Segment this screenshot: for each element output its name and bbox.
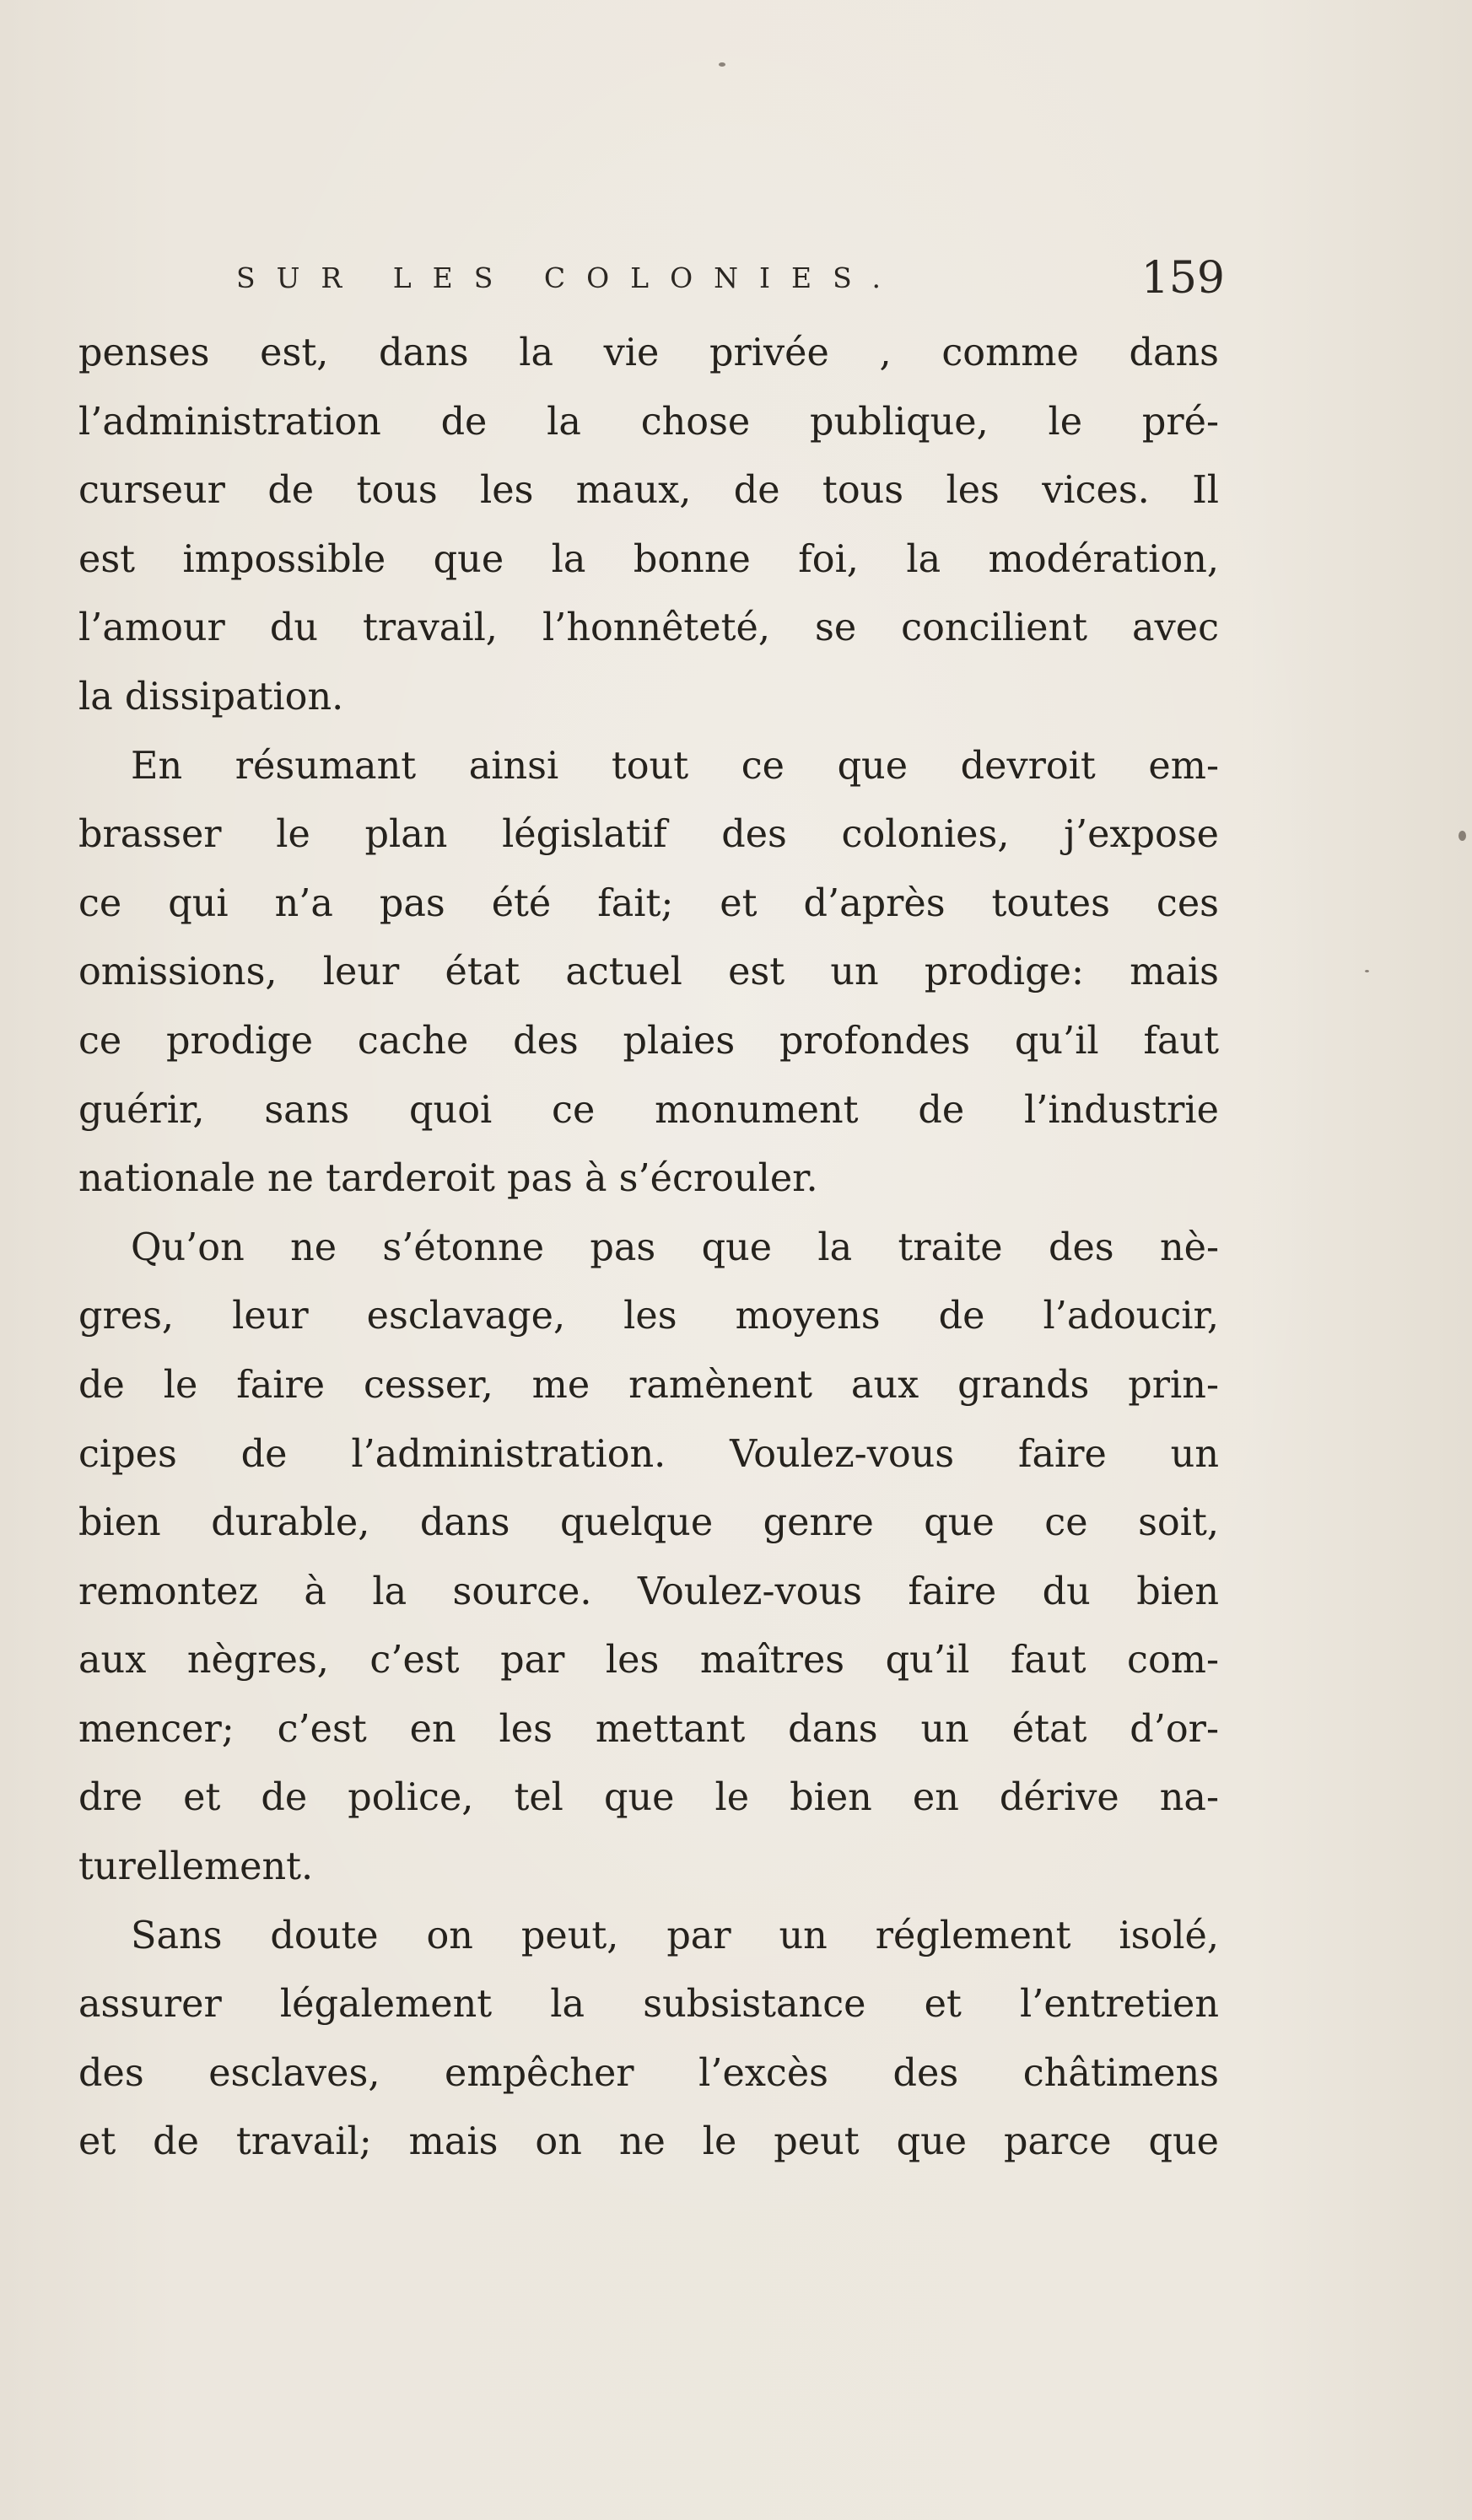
text-line: mencer; c’est en les mettant dans un état d’or- — [78, 1707, 1219, 1751]
text-line: l’amour du travail, l’honnêteté, se concilient avec — [78, 606, 1219, 650]
paragraph — [78, 1214, 1219, 1902]
text-line: curseur de tous les maux, de tous les vices. Il — [78, 469, 1219, 513]
ink-speck — [1459, 831, 1466, 841]
ink-speck — [1365, 970, 1369, 972]
paragraph — [78, 732, 1219, 1214]
text-line: l’administration de la chose publique, le pré- — [78, 400, 1219, 444]
text-line: bien durable, dans quelque genre que ce soit, — [78, 1501, 1219, 1545]
text-line: gres, leur esclavage, les moyens de l’adoucir, — [78, 1295, 1219, 1338]
text-line: est impossible que la bonne foi, la modération, — [78, 537, 1219, 581]
text-line: penses est, dans la vie privée , comme dans — [78, 331, 1219, 374]
text-line: ce qui n’a pas été fait; et d’après toutes ces — [78, 881, 1219, 925]
text-line: cipes de l’administration. Voulez-vous faire un — [78, 1432, 1219, 1476]
page-header — [236, 253, 1225, 304]
text-line: Sans doute on peut, par un réglement isolé, — [131, 1914, 1219, 1957]
paragraph — [78, 319, 1219, 732]
text-line: ce prodige cache des plaies profondes qu’il faut — [78, 1019, 1219, 1063]
text-line: En résumant ainsi tout ce que devroit em- — [131, 744, 1219, 788]
body-text — [78, 319, 1219, 2177]
paragraph — [78, 1902, 1219, 2177]
text-line: et de travail; mais on ne le peut que parce que — [78, 2120, 1219, 2164]
text-line: brasser le plan législatif des colonies, j’expose — [78, 813, 1219, 857]
text-line: Qu’on ne s’étonne pas que la traite des nè- — [131, 1225, 1219, 1269]
text-line: dre et de police, tel que le bien en dérive na- — [78, 1776, 1219, 1820]
text-line: guérir, sans quoi ce monument de l’industrie — [78, 1088, 1219, 1132]
text-line: nationale ne tarderoit pas à s’écrouler. — [78, 1157, 818, 1201]
running-head: SUR LES COLONIES. — [236, 261, 903, 294]
text-line: des esclaves, empêcher l’excès des châtimens — [78, 2051, 1219, 2095]
text-line: aux nègres, c’est par les maîtres qu’il faut com- — [78, 1639, 1219, 1683]
text-line: remontez à la source. Voulez-vous faire du bien — [78, 1570, 1219, 1613]
text-line: turellement. — [78, 1845, 314, 1889]
text-line: omissions, leur état actuel est un prodige: mais — [78, 950, 1219, 994]
page-number: 159 — [1140, 253, 1225, 304]
text-line: la dissipation. — [78, 675, 344, 719]
text-line: assurer légalement la subsistance et l’entretien — [78, 1983, 1219, 2027]
ink-speck — [719, 62, 725, 67]
text-line: de le faire cesser, me ramènent aux grands prin- — [78, 1363, 1219, 1407]
